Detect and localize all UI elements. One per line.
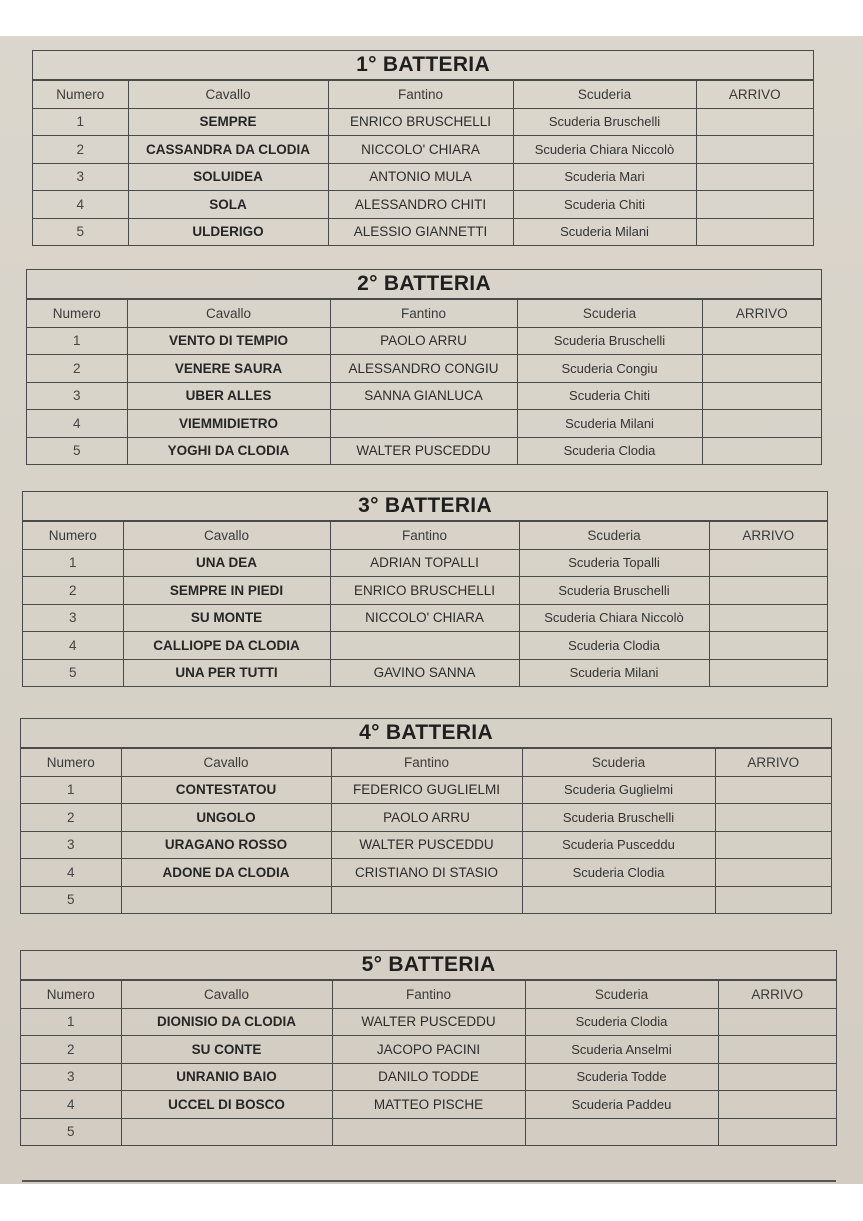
cavallo-cell bbox=[121, 886, 331, 913]
cavallo-cell: ULDERIGO bbox=[128, 218, 328, 245]
table-row bbox=[23, 659, 827, 686]
arrivo-cell bbox=[696, 108, 813, 136]
scuderia-cell: Scuderia Clodia bbox=[525, 1008, 718, 1036]
scuderia-cell: Scuderia Pusceddu bbox=[522, 831, 715, 859]
column-header-scuderia: Scuderia bbox=[519, 522, 709, 550]
arrivo-cell bbox=[702, 437, 821, 464]
heat-title: 1° BATTERIA bbox=[33, 51, 813, 80]
fantino-cell: ALESSANDRO CONGIU bbox=[330, 355, 517, 383]
cavallo-cell: CASSANDRA DA CLODIA bbox=[128, 136, 328, 164]
numero-cell: 2 bbox=[21, 1036, 121, 1064]
cavallo-cell: ADONE DA CLODIA bbox=[121, 859, 331, 887]
column-header-cavallo: Cavallo bbox=[128, 81, 328, 109]
fantino-cell: NICCOLO' CHIARA bbox=[328, 136, 513, 164]
numero-cell: 3 bbox=[23, 604, 123, 632]
arrivo-cell bbox=[709, 632, 827, 660]
column-header-scuderia: Scuderia bbox=[513, 81, 696, 109]
numero-cell: 2 bbox=[27, 355, 127, 383]
numero-cell: 5 bbox=[27, 437, 127, 464]
scuderia-cell: Scuderia Mari bbox=[513, 163, 696, 191]
scuderia-cell: Scuderia Bruschelli bbox=[522, 804, 715, 832]
heat-grid bbox=[21, 748, 831, 913]
fantino-cell bbox=[330, 632, 519, 660]
column-header-cavallo: Cavallo bbox=[121, 749, 331, 777]
table-row bbox=[23, 604, 827, 632]
numero-cell: 3 bbox=[27, 382, 127, 410]
arrivo-cell bbox=[715, 886, 831, 913]
cavallo-cell: URAGANO ROSSO bbox=[121, 831, 331, 859]
cavallo-cell: SEMPRE IN PIEDI bbox=[123, 577, 330, 605]
numero-cell: 2 bbox=[21, 804, 121, 832]
arrivo-cell bbox=[696, 163, 813, 191]
fantino-cell: PAOLO ARRU bbox=[330, 327, 517, 355]
header-row bbox=[23, 522, 827, 550]
cavallo-cell: UNRANIO BAIO bbox=[121, 1063, 332, 1091]
cavallo-cell: VENTO DI TEMPIO bbox=[127, 327, 330, 355]
fantino-cell: ANTONIO MULA bbox=[328, 163, 513, 191]
fantino-cell: ENRICO BRUSCHELLI bbox=[328, 108, 513, 136]
scuderia-cell: Scuderia Guglielmi bbox=[522, 776, 715, 804]
table-row bbox=[33, 136, 813, 164]
fantino-cell: PAOLO ARRU bbox=[331, 804, 522, 832]
fantino-cell: JACOPO PACINI bbox=[332, 1036, 525, 1064]
column-header-fantino: Fantino bbox=[332, 981, 525, 1009]
table-row bbox=[23, 549, 827, 577]
scuderia-cell: Scuderia Paddeu bbox=[525, 1091, 718, 1119]
scuderia-cell: Scuderia Bruschelli bbox=[519, 577, 709, 605]
fantino-cell: WALTER PUSCEDDU bbox=[332, 1008, 525, 1036]
numero-cell: 4 bbox=[33, 191, 128, 219]
table-row bbox=[21, 1091, 836, 1119]
cavallo-cell: UNGOLO bbox=[121, 804, 331, 832]
table-row bbox=[21, 859, 831, 887]
scuderia-cell: Scuderia Congiu bbox=[517, 355, 702, 383]
column-header-fantino: Fantino bbox=[328, 81, 513, 109]
table-row bbox=[33, 108, 813, 136]
table-row bbox=[23, 577, 827, 605]
scuderia-cell: Scuderia Milani bbox=[513, 218, 696, 245]
heat-grid bbox=[33, 80, 813, 245]
cavallo-cell: VIEMMIDIETRO bbox=[127, 410, 330, 438]
scuderia-cell: Scuderia Clodia bbox=[517, 437, 702, 464]
arrivo-cell bbox=[709, 549, 827, 577]
column-header-numero: Numero bbox=[23, 522, 123, 550]
arrivo-cell bbox=[702, 327, 821, 355]
arrivo-cell bbox=[718, 1036, 836, 1064]
fantino-cell bbox=[331, 886, 522, 913]
numero-cell: 1 bbox=[21, 1008, 121, 1036]
numero-cell: 2 bbox=[23, 577, 123, 605]
table-row bbox=[21, 776, 831, 804]
scuderia-cell: Scuderia Topalli bbox=[519, 549, 709, 577]
cavallo-cell: CONTESTATOU bbox=[121, 776, 331, 804]
numero-cell: 4 bbox=[27, 410, 127, 438]
column-header-numero: Numero bbox=[21, 749, 121, 777]
scuderia-cell: Scuderia Bruschelli bbox=[513, 108, 696, 136]
numero-cell: 5 bbox=[21, 1118, 121, 1145]
scuderia-cell: Scuderia Chiara Niccolò bbox=[513, 136, 696, 164]
heat-table-2 bbox=[26, 269, 822, 465]
header-row bbox=[21, 749, 831, 777]
column-header-numero: Numero bbox=[21, 981, 121, 1009]
numero-cell: 4 bbox=[23, 632, 123, 660]
arrivo-cell bbox=[696, 218, 813, 245]
table-row bbox=[21, 886, 831, 913]
numero-cell: 1 bbox=[23, 549, 123, 577]
cavallo-cell: SEMPRE bbox=[128, 108, 328, 136]
table-row bbox=[33, 163, 813, 191]
heat-table-3 bbox=[22, 491, 828, 687]
scuderia-cell: Scuderia Bruschelli bbox=[517, 327, 702, 355]
header-row bbox=[21, 981, 836, 1009]
arrivo-cell bbox=[709, 604, 827, 632]
numero-cell: 4 bbox=[21, 1091, 121, 1119]
cavallo-cell: UNA PER TUTTI bbox=[123, 659, 330, 686]
column-header-fantino: Fantino bbox=[331, 749, 522, 777]
arrivo-cell bbox=[718, 1118, 836, 1145]
scuderia-cell: Scuderia Chiti bbox=[513, 191, 696, 219]
arrivo-cell bbox=[696, 136, 813, 164]
numero-cell: 1 bbox=[21, 776, 121, 804]
table-row bbox=[21, 804, 831, 832]
fantino-cell: GAVINO SANNA bbox=[330, 659, 519, 686]
scuderia-cell bbox=[522, 886, 715, 913]
table-row bbox=[33, 191, 813, 219]
column-header-numero: Numero bbox=[27, 300, 127, 328]
fantino-cell: WALTER PUSCEDDU bbox=[331, 831, 522, 859]
arrivo-cell bbox=[709, 659, 827, 686]
fantino-cell: ENRICO BRUSCHELLI bbox=[330, 577, 519, 605]
scuderia-cell: Scuderia Milani bbox=[517, 410, 702, 438]
fantino-cell: WALTER PUSCEDDU bbox=[330, 437, 517, 464]
numero-cell: 5 bbox=[21, 886, 121, 913]
fantino-cell bbox=[332, 1118, 525, 1145]
cavallo-cell: SOLA bbox=[128, 191, 328, 219]
cavallo-cell: DIONISIO DA CLODIA bbox=[121, 1008, 332, 1036]
arrivo-cell bbox=[702, 355, 821, 383]
cavallo-cell: SU MONTE bbox=[123, 604, 330, 632]
column-header-cavallo: Cavallo bbox=[121, 981, 332, 1009]
fantino-cell: FEDERICO GUGLIELMI bbox=[331, 776, 522, 804]
column-header-scuderia: Scuderia bbox=[517, 300, 702, 328]
arrivo-cell bbox=[709, 577, 827, 605]
heat-table-4 bbox=[20, 718, 832, 914]
arrivo-cell bbox=[702, 410, 821, 438]
cavallo-cell: CALLIOPE DA CLODIA bbox=[123, 632, 330, 660]
table-row bbox=[23, 632, 827, 660]
scuderia-cell: Scuderia Clodia bbox=[519, 632, 709, 660]
cavallo-cell: YOGHI DA CLODIA bbox=[127, 437, 330, 464]
column-header-scuderia: Scuderia bbox=[525, 981, 718, 1009]
arrivo-cell bbox=[718, 1091, 836, 1119]
scuderia-cell: Scuderia Todde bbox=[525, 1063, 718, 1091]
column-header-scuderia: Scuderia bbox=[522, 749, 715, 777]
heat-table-5 bbox=[20, 950, 837, 1146]
cavallo-cell: SU CONTE bbox=[121, 1036, 332, 1064]
column-header-arrivo: ARRIVO bbox=[696, 81, 813, 109]
scuderia-cell bbox=[525, 1118, 718, 1145]
table-row bbox=[21, 1008, 836, 1036]
column-header-arrivo: ARRIVO bbox=[718, 981, 836, 1009]
cavallo-cell: UBER ALLES bbox=[127, 382, 330, 410]
heat-title: 4° BATTERIA bbox=[21, 719, 831, 748]
numero-cell: 3 bbox=[33, 163, 128, 191]
arrivo-cell bbox=[715, 831, 831, 859]
table-row bbox=[21, 831, 831, 859]
heat-grid bbox=[21, 980, 836, 1145]
column-header-arrivo: ARRIVO bbox=[715, 749, 831, 777]
table-row bbox=[33, 218, 813, 245]
arrivo-cell bbox=[696, 191, 813, 219]
next-table-edge bbox=[22, 1180, 836, 1182]
arrivo-cell bbox=[702, 382, 821, 410]
fantino-cell: SANNA GIANLUCA bbox=[330, 382, 517, 410]
table-row bbox=[27, 327, 821, 355]
cavallo-cell: VENERE SAURA bbox=[127, 355, 330, 383]
numero-cell: 1 bbox=[27, 327, 127, 355]
heat-title: 2° BATTERIA bbox=[27, 270, 821, 299]
fantino-cell: ALESSANDRO CHITI bbox=[328, 191, 513, 219]
arrivo-cell bbox=[718, 1008, 836, 1036]
fantino-cell: CRISTIANO DI STASIO bbox=[331, 859, 522, 887]
fantino-cell bbox=[330, 410, 517, 438]
cavallo-cell: UCCEL DI BOSCO bbox=[121, 1091, 332, 1119]
numero-cell: 2 bbox=[33, 136, 128, 164]
numero-cell: 5 bbox=[33, 218, 128, 245]
numero-cell: 5 bbox=[23, 659, 123, 686]
numero-cell: 3 bbox=[21, 831, 121, 859]
scuderia-cell: Scuderia Anselmi bbox=[525, 1036, 718, 1064]
numero-cell: 4 bbox=[21, 859, 121, 887]
table-row bbox=[21, 1036, 836, 1064]
table-row bbox=[27, 410, 821, 438]
cavallo-cell: UNA DEA bbox=[123, 549, 330, 577]
scuderia-cell: Scuderia Chiara Niccolò bbox=[519, 604, 709, 632]
table-row bbox=[21, 1118, 836, 1145]
column-header-arrivo: ARRIVO bbox=[709, 522, 827, 550]
arrivo-cell bbox=[715, 859, 831, 887]
heat-title: 5° BATTERIA bbox=[21, 951, 836, 980]
heat-title: 3° BATTERIA bbox=[23, 492, 827, 521]
scuderia-cell: Scuderia Milani bbox=[519, 659, 709, 686]
numero-cell: 3 bbox=[21, 1063, 121, 1091]
table-row bbox=[27, 355, 821, 383]
heat-grid bbox=[27, 299, 821, 464]
heat-grid bbox=[23, 521, 827, 686]
fantino-cell: NICCOLO' CHIARA bbox=[330, 604, 519, 632]
fantino-cell: ALESSIO GIANNETTI bbox=[328, 218, 513, 245]
table-row bbox=[27, 437, 821, 464]
cavallo-cell bbox=[121, 1118, 332, 1145]
column-header-cavallo: Cavallo bbox=[123, 522, 330, 550]
arrivo-cell bbox=[715, 776, 831, 804]
header-row bbox=[27, 300, 821, 328]
scuderia-cell: Scuderia Chiti bbox=[517, 382, 702, 410]
column-header-numero: Numero bbox=[33, 81, 128, 109]
column-header-fantino: Fantino bbox=[330, 300, 517, 328]
heat-table-1 bbox=[32, 50, 814, 246]
arrivo-cell bbox=[718, 1063, 836, 1091]
header-row bbox=[33, 81, 813, 109]
fantino-cell: ADRIAN TOPALLI bbox=[330, 549, 519, 577]
column-header-arrivo: ARRIVO bbox=[702, 300, 821, 328]
fantino-cell: MATTEO PISCHE bbox=[332, 1091, 525, 1119]
table-row bbox=[27, 382, 821, 410]
numero-cell: 1 bbox=[33, 108, 128, 136]
cavallo-cell: SOLUIDEA bbox=[128, 163, 328, 191]
table-row bbox=[21, 1063, 836, 1091]
column-header-fantino: Fantino bbox=[330, 522, 519, 550]
column-header-cavallo: Cavallo bbox=[127, 300, 330, 328]
scuderia-cell: Scuderia Clodia bbox=[522, 859, 715, 887]
fantino-cell: DANILO TODDE bbox=[332, 1063, 525, 1091]
arrivo-cell bbox=[715, 804, 831, 832]
